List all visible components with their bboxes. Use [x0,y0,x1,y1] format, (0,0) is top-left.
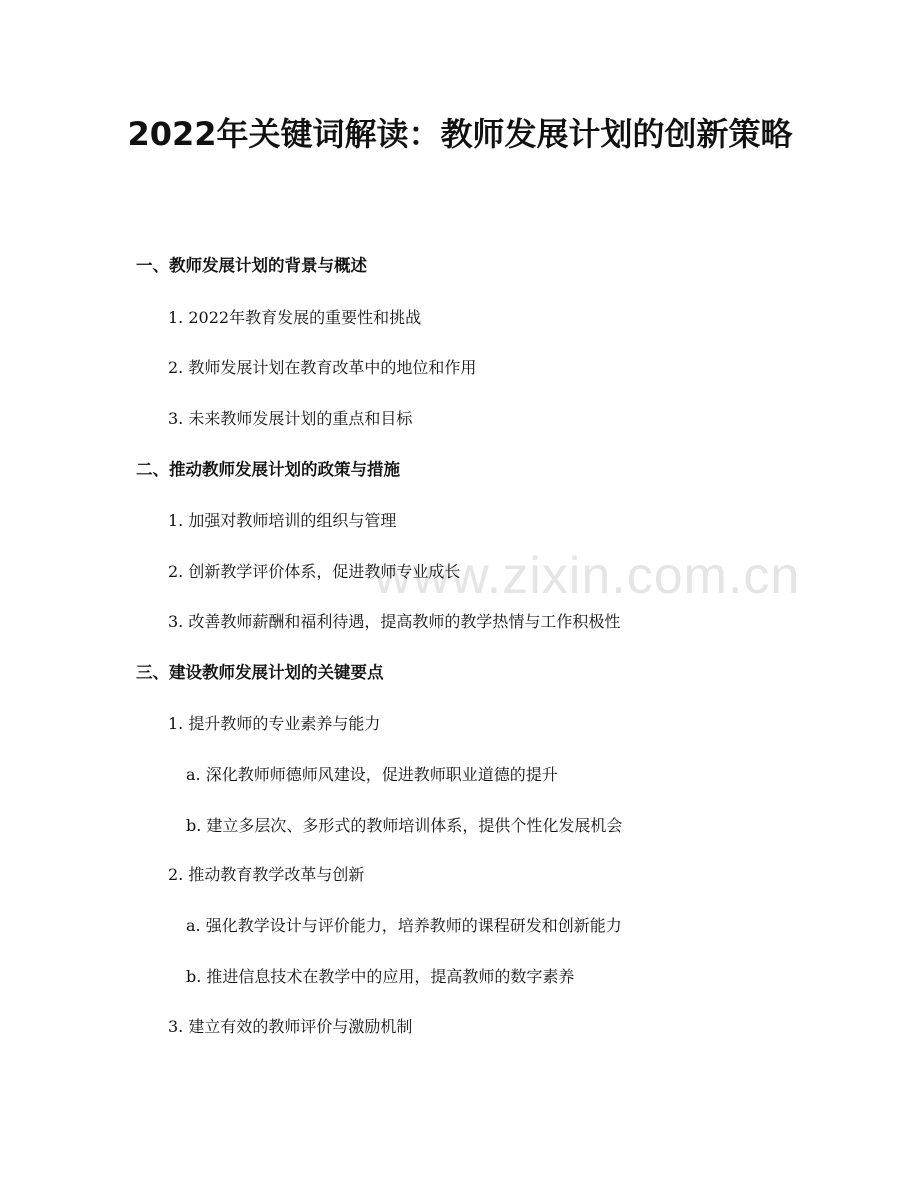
sub-list-item: a. 深化教师师德师风建设，促进教师职业道德的提升 [186,765,558,784]
watermark-text: www.zixin.com.cn [374,547,801,605]
section-heading-1: 一、教师发展计划的背景与概述 [136,256,367,275]
list-item: 1. 提升教师的专业素养与能力 [168,714,381,733]
list-item: 3. 改善教师薪酬和福利待遇，提高教师的教学热情与工作积极性 [168,612,621,631]
sub-list-item: a. 强化教学设计与评价能力，培养教师的课程研发和创新能力 [186,916,622,935]
list-item: 1. 加强对教师培训的组织与管理 [168,511,397,530]
list-item: 1. 2022年教育发展的重要性和挑战 [168,308,422,327]
list-item: 2. 创新教学评价体系，促进教师专业成长 [168,562,461,581]
section-heading-3: 三、建设教师发展计划的关键要点 [136,663,384,682]
sub-list-item: b. 建立多层次、多形式的教师培训体系，提供个性化发展机会 [186,816,623,835]
list-item: 2. 教师发展计划在教育改革中的地位和作用 [168,358,477,377]
list-item: 3. 未来教师发展计划的重点和目标 [168,409,413,428]
sub-list-item: b. 推进信息技术在教学中的应用，提高教师的数字素养 [186,967,575,986]
section-heading-2: 二、推动教师发展计划的政策与措施 [136,460,400,479]
list-item: 3. 建立有效的教师评价与激励机制 [168,1017,413,1036]
list-item: 2. 推动教育教学改革与创新 [168,865,365,884]
document-title: 2022年关键词解读：教师发展计划的创新策略 [127,115,793,153]
